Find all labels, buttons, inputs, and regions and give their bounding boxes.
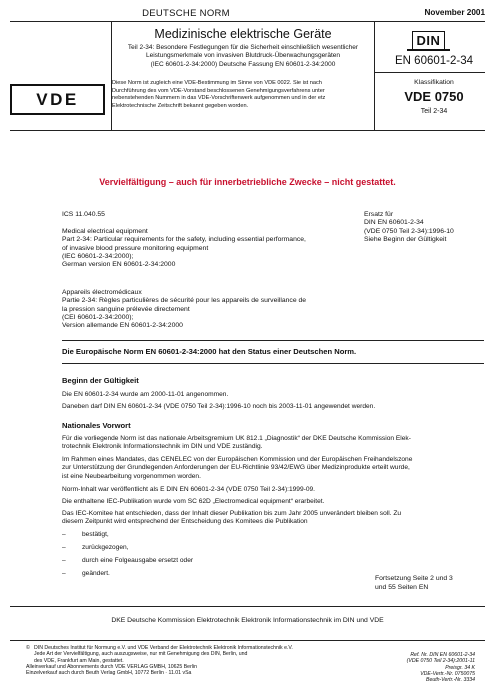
dke-divider-bottom <box>10 640 485 641</box>
fortsetzung-note <box>375 575 489 592</box>
footer-ref-line: Beuth-Vertr.-Nr. 3334 <box>425 677 475 684</box>
document-subtitle <box>112 44 374 69</box>
footer-ref-line: Ref. Nr. DIN EN 60601-2-34 <box>410 652 475 658</box>
klassifikation-teil: Teil 2-34 <box>420 108 448 115</box>
english-line: of invasive blood pressure monitoring equipment <box>62 244 209 252</box>
subtitle-line: (IEC 60601-2-34:2000) Deutsche Fassung EN 60601-2-34:2000 <box>150 60 336 68</box>
publication-date: November 2001 <box>424 8 485 17</box>
french-line: Partie 2-34: Règles particulières de sécurité pour les appareils de surveillance de <box>62 297 307 305</box>
beginn-heading: Beginn der Gültigkeit <box>62 376 139 385</box>
vorwort-line: diesem Zeitpunkt wird entsprechend der Entscheidung des Komitees die Publikation <box>62 518 308 526</box>
footer-line: Jede Art der Vervielfältigung, auch auszugsweise, nur mit Genehmigung des DIN, Berlin, und <box>34 651 248 658</box>
vde-note-line: Diese Norm ist zugleich eine VDE-Bestimmung im Sinne von VDE 0022. Sie ist nach <box>112 80 322 86</box>
vorwort-line: Im Rahmen eines Mandates, das CENELEC von der Europäischen Kommission und der Europäischen Freihandelszone <box>62 456 413 463</box>
french-line: la pression sanguine prélevée directement <box>62 305 190 313</box>
din-logo-base <box>407 49 450 51</box>
header-divider <box>10 21 485 22</box>
french-line: Appareils électromédicaux <box>62 289 142 296</box>
frame-divider-bottom <box>10 130 485 131</box>
list-item: – durch eine Folgeausgabe ersetzt oder <box>62 557 194 564</box>
reproduction-warning: Vervielfältigung – auch für innerbetriebliche Zwecke – nicht gestattet. <box>99 177 396 187</box>
ersatz-line: (VDE 0750 Teil 2-34):1996-10 <box>364 227 454 235</box>
footer-ref-line: Preisgr. 34 K <box>445 664 475 671</box>
vorwort-line: ist eine Neubearbeitung vorgenommen worden. <box>62 472 201 480</box>
footer-line: des VDE, Frankfurt am Main, gestattet. <box>34 657 124 664</box>
footer-reference <box>335 652 475 683</box>
footer-line: Alleinverkauf und Abonnements durch VDE VERLAG GMBH, 10625 Berlin <box>26 663 197 670</box>
english-line: Part 2-34: Particular requirements for the safety, including essential performance, <box>62 236 306 244</box>
footer-ref-line: (VDE 0750 Teil 2-34):2001-11 <box>406 658 475 665</box>
vorwort-line: Das IEC-Komitee hat entschieden, dass der Inhalt dieser Publikation bis zum Jahr 2005 unverändert bleiben soll. Zu <box>62 510 402 517</box>
english-line: German version EN 60601-2-34:2000 <box>62 261 176 269</box>
vorwort-line: zur Unterstützung der Grundlegenden Anforderungen der EU-Richtlinie 93/42/EWG über Medizinprodukte erteilt wurde, <box>62 464 410 472</box>
french-title-block <box>62 289 306 330</box>
ersatz-line: Siehe Beginn der Gültigkeit <box>364 236 447 244</box>
list-item: – geändert. <box>62 570 110 577</box>
english-line: Medical electrical equipment <box>62 228 148 235</box>
frame-divider-left <box>111 21 112 130</box>
klassifikation-label: Klassifikation <box>414 79 454 86</box>
beginn-paragraph-2: Daneben darf DIN EN 60601-2-34 (VDE 0750 Teil 2-34):1996-10 noch bis 2003-11-01 angewendet werden. <box>62 403 376 410</box>
dke-line: DKE Deutsche Kommission Elektrotechnik Elektronik Informationstechnik im DIN und VDE <box>111 617 384 624</box>
footer-copy-line: © DIN Deutsches Institut für Normung e.V. und VDE Verband der Elektrotechnik Elektronik Informationstechnik e.V. <box>26 645 293 651</box>
vde-note <box>112 80 374 110</box>
ersatz-line: Ersatz für <box>364 211 394 218</box>
din-logo: DIN <box>412 31 445 49</box>
ersatz-line: DIN EN 60601-2-34 <box>364 219 424 227</box>
en-number: EN 60601-2-34 <box>395 55 473 67</box>
english-title-block <box>62 228 306 269</box>
status-statement: Die Europäische Norm EN 60601-2-34:2000 hat den Status einer Deutschen Norm. <box>62 347 357 356</box>
status-divider-top <box>62 340 484 341</box>
vorwort-heading: Nationales Vorwort <box>62 421 131 430</box>
copyright-symbol: © <box>26 645 30 651</box>
subtitle-line: Teil 2-34: Besondere Festlegungen für die Sicherheit einschließlich wesentlicher <box>127 44 359 51</box>
norm-type-label: DEUTSCHE NORM <box>142 8 230 19</box>
frame-divider-right <box>374 21 375 130</box>
vorwort-paragraph-5 <box>62 510 482 527</box>
french-line: Version allemande EN 60601-2-34:2000 <box>62 322 183 330</box>
vde-note-line: Elektrotechnische Zeitschrift bekannt gegeben worden. <box>112 102 249 109</box>
vde-note-line: nebenstehenden Nummern in das VDE-Vorschriftenwerk aufgenommen und in der etz <box>112 95 326 101</box>
dke-divider-top <box>10 606 485 607</box>
status-divider-bottom <box>62 363 484 364</box>
footer-ref-line: VDE-Vertr.-Nr. 0750075 <box>420 670 475 677</box>
ersatz-block <box>364 211 489 245</box>
vorwort-line: trotechnik Elektronik Informationstechnik im DIN und VDE zuständig. <box>62 443 263 451</box>
ics-code: ICS 11.040.55 <box>62 211 105 218</box>
frame-divider-klass <box>374 72 485 73</box>
vde-logo: VDE <box>10 84 105 115</box>
vorwort-line: Für die vorliegende Norm ist das nationale Arbeitsgremium UK 812.1 „Diagnostik“ der DKE Deutsche Kommission Elek- <box>62 435 411 442</box>
vorwort-paragraph-4: Die enthaltene IEC-Publikation wurde vom SC 62D „Electromedical equipment“ erarbeitet. <box>62 498 325 505</box>
subtitle-line: Leistungsmerkmale von invasiven Blutdruck-Überwachungsgeräten <box>145 52 341 60</box>
french-line: (CEI 60601-2-34:2000); <box>62 313 134 321</box>
footer-line: Einzelverkauf auch durch Beuth Verlag GmbH, 10772 Berlin · 11.01 vSa <box>26 670 192 677</box>
fortsetzung-line: Fortsetzung Seite 2 und 3 <box>375 575 453 582</box>
fortsetzung-line: und 55 Seiten EN <box>375 583 429 591</box>
klassifikation-number: VDE 0750 <box>404 89 464 104</box>
list-item: – zurückgezogen, <box>62 544 129 551</box>
vorwort-paragraph-3: Norm-Inhalt war veröffentlicht als E DIN EN 60601-2-34 (VDE 0750 Teil 2-34):1999-09. <box>62 486 316 493</box>
document-title: Medizinische elektrische Geräte <box>154 27 332 41</box>
footer-left <box>26 645 356 676</box>
list-item: – bestätigt, <box>62 531 109 538</box>
vde-note-line: Durchführung des vom VDE-Vorstand beschlossenen Genehmigungsverfahrens unter <box>112 87 325 94</box>
beginn-paragraph-1: Die EN 60601-2-34 wurde am 2000-11-01 angenommen. <box>62 391 229 398</box>
vorwort-paragraph-1 <box>62 435 482 452</box>
vorwort-paragraph-2 <box>62 456 482 481</box>
english-line: (IEC 60601-2-34:2000); <box>62 252 134 260</box>
